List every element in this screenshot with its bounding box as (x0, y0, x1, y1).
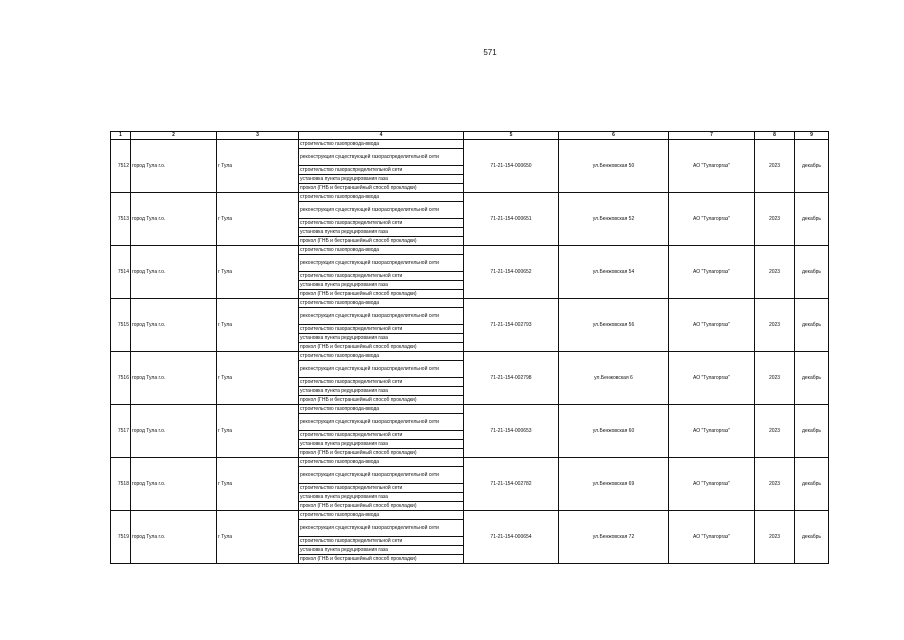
work-type-cell: строительство газопровода-ввода (299, 511, 464, 520)
table-body (111, 140, 829, 564)
address-cell: ул.Бенжовская 72 (559, 511, 669, 564)
table-row (111, 140, 829, 149)
work-type-cell: реконструкция существующей газораспределительной сети (299, 361, 464, 378)
work-type-cell: прокол (ГНБ и бестраншейный способ прокладки) (299, 290, 464, 299)
organization-cell: АО "Тулагоргаз" (669, 405, 755, 458)
object-code-cell: 71-21-154-000652 (464, 246, 559, 299)
month-cell: декабрь (795, 246, 829, 299)
object-code-cell: 71-21-154-000654 (464, 511, 559, 564)
locality-cell: г Тула (217, 405, 299, 458)
month-cell: декабрь (795, 458, 829, 511)
header-cell: 9 (795, 132, 829, 140)
year-cell: 2023 (755, 193, 795, 246)
work-type-cell: установка пункта редуцирования газа (299, 281, 464, 290)
work-type-cell: установка пункта редуцирования газа (299, 334, 464, 343)
locality-cell: г Тула (217, 511, 299, 564)
address-cell: ул.Бенжовская 54 (559, 246, 669, 299)
table-row (111, 405, 829, 414)
work-type-cell: прокол (ГНБ и бестраншейный способ прокладки) (299, 396, 464, 405)
row-number-cell: 7512 (111, 140, 131, 193)
work-type-cell: строительство газопровода-ввода (299, 193, 464, 202)
municipality-cell: город Тула г.о. (131, 352, 217, 405)
row-number-cell: 7517 (111, 405, 131, 458)
organization-cell: АО "Тулагоргаз" (669, 193, 755, 246)
work-type-cell: строительство газопровода-ввода (299, 140, 464, 149)
year-cell: 2023 (755, 140, 795, 193)
table-row (111, 458, 829, 467)
address-cell: ул.Бенжовская 60 (559, 405, 669, 458)
municipality-cell: город Тула г.о. (131, 246, 217, 299)
work-type-cell: реконструкция существующей газораспределительной сети (299, 149, 464, 166)
municipality-cell: город Тула г.о. (131, 140, 217, 193)
row-number-cell: 7518 (111, 458, 131, 511)
table-row (111, 193, 829, 202)
municipality-cell: город Тула г.о. (131, 511, 217, 564)
month-cell: декабрь (795, 405, 829, 458)
header-cell: 1 (111, 132, 131, 140)
municipality-cell: город Тула г.о. (131, 193, 217, 246)
organization-cell: АО "Тулагоргаз" (669, 458, 755, 511)
work-type-cell: прокол (ГНБ и бестраншейный способ прокладки) (299, 184, 464, 193)
object-code-cell: 71-21-154-002793 (464, 299, 559, 352)
organization-cell: АО "Тулагоргаз" (669, 299, 755, 352)
work-type-cell: строительство газопровода-ввода (299, 299, 464, 308)
organization-cell: АО "Тулагоргаз" (669, 140, 755, 193)
row-number-cell: 7519 (111, 511, 131, 564)
address-cell: ул.Бенжовская 56 (559, 299, 669, 352)
address-cell: ул.Бенжовская 6 (559, 352, 669, 405)
work-type-cell: установка пункта редуцирования газа (299, 387, 464, 396)
gasification-table (110, 131, 829, 564)
work-type-cell: прокол (ГНБ и бестраншейный способ прокладки) (299, 343, 464, 352)
month-cell: декабрь (795, 352, 829, 405)
work-type-cell: строительство газораспределительной сети (299, 166, 464, 175)
month-cell: декабрь (795, 511, 829, 564)
work-type-cell: реконструкция существующей газораспределительной сети (299, 202, 464, 219)
work-type-cell: строительство газораспределительной сети (299, 378, 464, 387)
year-cell: 2023 (755, 352, 795, 405)
year-cell: 2023 (755, 299, 795, 352)
table-row (111, 246, 829, 255)
municipality-cell: город Тула г.о. (131, 405, 217, 458)
header-cell: 5 (464, 132, 559, 140)
header-cell: 2 (131, 132, 217, 140)
work-type-cell: строительство газораспределительной сети (299, 325, 464, 334)
work-type-cell: прокол (ГНБ и бестраншейный способ прокладки) (299, 449, 464, 458)
work-type-cell: прокол (ГНБ и бестраншейный способ прокладки) (299, 502, 464, 511)
year-cell: 2023 (755, 458, 795, 511)
work-type-cell: строительство газопровода-ввода (299, 246, 464, 255)
row-number-cell: 7515 (111, 299, 131, 352)
row-number-cell: 7513 (111, 193, 131, 246)
organization-cell: АО "Тулагоргаз" (669, 246, 755, 299)
locality-cell: г Тула (217, 246, 299, 299)
address-cell: ул.Бенжовская 50 (559, 140, 669, 193)
work-type-cell: прокол (ГНБ и бестраншейный способ прокладки) (299, 555, 464, 564)
object-code-cell: 71-21-154-000651 (464, 193, 559, 246)
work-type-cell: строительство газораспределительной сети (299, 537, 464, 546)
work-type-cell: строительство газораспределительной сети (299, 431, 464, 440)
month-cell: декабрь (795, 193, 829, 246)
object-code-cell: 71-21-154-002782 (464, 458, 559, 511)
row-number-cell: 7516 (111, 352, 131, 405)
work-type-cell: установка пункта редуцирования газа (299, 228, 464, 237)
header-cell: 8 (755, 132, 795, 140)
work-type-cell: реконструкция существующей газораспределительной сети (299, 308, 464, 325)
work-type-cell: реконструкция существующей газораспределительной сети (299, 414, 464, 431)
organization-cell: АО "Тулагоргаз" (669, 511, 755, 564)
locality-cell: г Тула (217, 352, 299, 405)
work-type-cell: установка пункта редуцирования газа (299, 493, 464, 502)
table-row (111, 352, 829, 361)
header-cell: 3 (217, 132, 299, 140)
object-code-cell: 71-21-154-000653 (464, 405, 559, 458)
work-type-cell: строительство газопровода-ввода (299, 352, 464, 361)
work-type-cell: строительство газопровода-ввода (299, 458, 464, 467)
month-cell: декабрь (795, 299, 829, 352)
table-row (111, 299, 829, 308)
locality-cell: г Тула (217, 140, 299, 193)
locality-cell: г Тула (217, 193, 299, 246)
header-cell: 4 (299, 132, 464, 140)
table-row (111, 511, 829, 520)
work-type-cell: строительство газораспределительной сети (299, 484, 464, 493)
header-cell: 7 (669, 132, 755, 140)
year-cell: 2023 (755, 246, 795, 299)
work-type-cell: строительство газораспределительной сети (299, 219, 464, 228)
work-type-cell: установка пункта редуцирования газа (299, 440, 464, 449)
object-code-cell: 71-21-154-000650 (464, 140, 559, 193)
municipality-cell: город Тула г.о. (131, 458, 217, 511)
work-type-cell: реконструкция существующей газораспределительной сети (299, 520, 464, 537)
work-type-cell: прокол (ГНБ и бестраншейный способ прокладки) (299, 237, 464, 246)
page-number: 571 (483, 48, 497, 57)
organization-cell: АО "Тулагоргаз" (669, 352, 755, 405)
address-cell: ул.Бенжовская 52 (559, 193, 669, 246)
work-type-cell: строительство газораспределительной сети (299, 272, 464, 281)
locality-cell: г Тула (217, 458, 299, 511)
locality-cell: г Тула (217, 299, 299, 352)
work-type-cell: установка пункта редуцирования газа (299, 175, 464, 184)
work-type-cell: реконструкция существующей газораспределительной сети (299, 255, 464, 272)
work-type-cell: реконструкция существующей газораспределительной сети (299, 467, 464, 484)
object-code-cell: 71-21-154-002798 (464, 352, 559, 405)
year-cell: 2023 (755, 511, 795, 564)
header-cell: 6 (559, 132, 669, 140)
row-number-cell: 7514 (111, 246, 131, 299)
year-cell: 2023 (755, 405, 795, 458)
header-row (111, 132, 829, 140)
municipality-cell: город Тула г.о. (131, 299, 217, 352)
address-cell: ул.Бенжовская 69 (559, 458, 669, 511)
work-type-cell: строительство газопровода-ввода (299, 405, 464, 414)
work-type-cell: установка пункта редуцирования газа (299, 546, 464, 555)
month-cell: декабрь (795, 140, 829, 193)
